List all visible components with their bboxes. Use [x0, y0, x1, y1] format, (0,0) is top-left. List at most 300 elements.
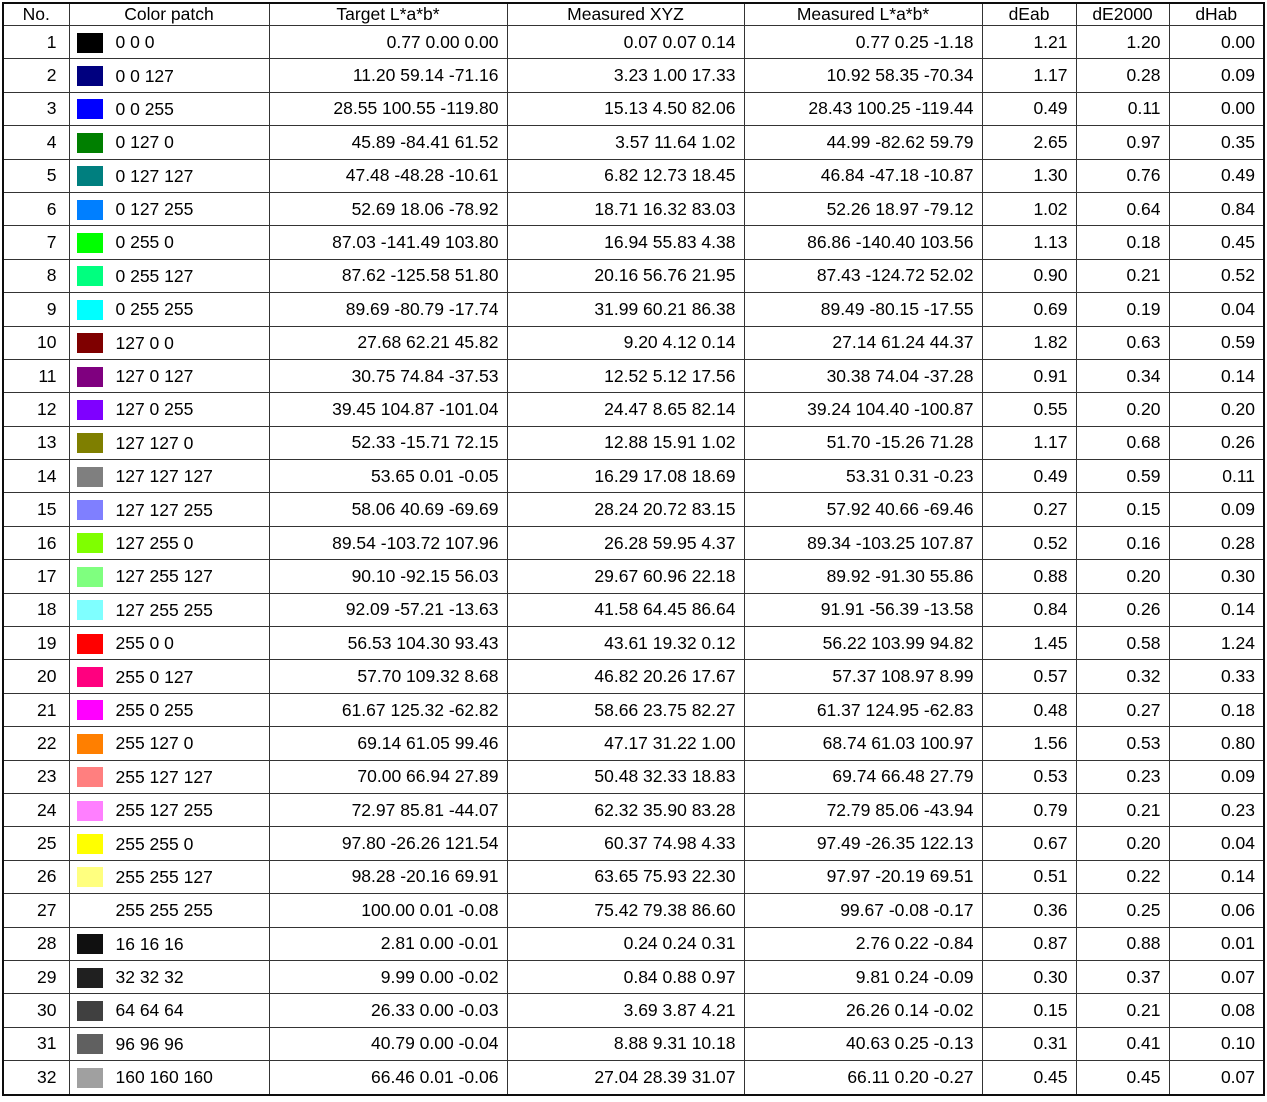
row-number-cell: 30: [3, 994, 69, 1027]
target-lab-cell: 89.69 -80.79 -17.74: [269, 293, 507, 326]
dhab-cell: 0.14: [1169, 359, 1264, 392]
color-patch-cell: [69, 560, 269, 593]
de2000-cell: 0.45: [1076, 1061, 1169, 1095]
measured-xyz-cell: 6.82 12.73 18.45: [507, 159, 744, 192]
color-patch-swatch: [77, 867, 103, 887]
rgb-value: 32 32 32: [115, 967, 184, 988]
color-patch-swatch: [77, 66, 103, 86]
dhab-cell: 0.14: [1169, 860, 1264, 893]
measured-xyz-cell: 24.47 8.65 82.14: [507, 393, 744, 426]
de2000-cell: 1.20: [1076, 26, 1169, 59]
dhab-cell: 0.09: [1169, 760, 1264, 793]
measured-xyz-cell: 3.69 3.87 4.21: [507, 994, 744, 1027]
deab-cell: 0.67: [982, 827, 1076, 860]
color-patch-cell: [69, 894, 269, 927]
row-number-cell: 15: [3, 493, 69, 526]
dhab-cell: 0.52: [1169, 259, 1264, 292]
table-row: [3, 293, 1264, 326]
deab-cell: 0.90: [982, 259, 1076, 292]
color-patch-cell: [69, 994, 269, 1027]
rgb-value: 127 255 255: [115, 599, 213, 620]
color-patch-cell: [69, 593, 269, 626]
color-patch-swatch: [77, 1068, 103, 1088]
target-lab-cell: 30.75 74.84 -37.53: [269, 359, 507, 392]
color-patch-swatch: [77, 734, 103, 754]
col-header-no: No.: [3, 3, 69, 26]
row-number-cell: 24: [3, 793, 69, 826]
dhab-cell: 0.80: [1169, 727, 1264, 760]
color-patch-swatch: [77, 433, 103, 453]
measured-lab-cell: 89.49 -80.15 -17.55: [744, 293, 982, 326]
color-patch-cell: [69, 59, 269, 92]
deab-cell: 2.65: [982, 126, 1076, 159]
deab-cell: 0.53: [982, 760, 1076, 793]
color-patch-cell: [69, 226, 269, 259]
table-row: [3, 192, 1264, 225]
measured-lab-cell: 28.43 100.25 -119.44: [744, 92, 982, 125]
de2000-cell: 0.58: [1076, 627, 1169, 660]
rgb-value: 160 160 160: [115, 1067, 213, 1088]
measured-lab-cell: 52.26 18.97 -79.12: [744, 192, 982, 225]
measured-xyz-cell: 16.29 17.08 18.69: [507, 460, 744, 493]
rgb-value: 255 127 255: [115, 800, 213, 821]
dhab-cell: 0.45: [1169, 226, 1264, 259]
color-measurement-table: [2, 2, 1265, 1096]
rgb-value: 64 64 64: [115, 1000, 184, 1021]
table-row: [3, 1061, 1264, 1095]
measured-xyz-cell: 27.04 28.39 31.07: [507, 1061, 744, 1095]
dhab-cell: 0.59: [1169, 326, 1264, 359]
color-patch-swatch: [77, 333, 103, 353]
measured-lab-cell: 57.92 40.66 -69.46: [744, 493, 982, 526]
row-number-cell: 22: [3, 727, 69, 760]
color-patch-swatch: [77, 233, 103, 253]
dhab-cell: 0.11: [1169, 460, 1264, 493]
color-patch-swatch: [77, 801, 103, 821]
table-row: [3, 359, 1264, 392]
target-lab-cell: 87.03 -141.49 103.80: [269, 226, 507, 259]
row-number-cell: 27: [3, 894, 69, 927]
deab-cell: 0.15: [982, 994, 1076, 1027]
row-number-cell: 19: [3, 627, 69, 660]
color-patch-cell: [69, 526, 269, 559]
deab-cell: 0.31: [982, 1027, 1076, 1060]
rgb-value: 0 0 0: [115, 32, 155, 53]
deab-cell: 0.27: [982, 493, 1076, 526]
measured-lab-cell: 30.38 74.04 -37.28: [744, 359, 982, 392]
rgb-value: 127 0 127: [115, 366, 194, 387]
target-lab-cell: 92.09 -57.21 -13.63: [269, 593, 507, 626]
color-patch-swatch: [77, 33, 103, 53]
measured-xyz-cell: 26.28 59.95 4.37: [507, 526, 744, 559]
row-number-cell: 16: [3, 526, 69, 559]
color-patch-cell: [69, 426, 269, 459]
measured-lab-cell: 97.97 -20.19 69.51: [744, 860, 982, 893]
table-row: [3, 393, 1264, 426]
table-row: [3, 59, 1264, 92]
measured-lab-cell: 68.74 61.03 100.97: [744, 727, 982, 760]
target-lab-cell: 61.67 125.32 -62.82: [269, 693, 507, 726]
rgb-value: 127 127 0: [115, 432, 194, 453]
dhab-cell: 0.09: [1169, 493, 1264, 526]
de2000-cell: 0.34: [1076, 359, 1169, 392]
table-row: [3, 326, 1264, 359]
measured-xyz-cell: 20.16 56.76 21.95: [507, 259, 744, 292]
rgb-value: 127 127 127: [115, 466, 213, 487]
dhab-cell: 0.09: [1169, 59, 1264, 92]
de2000-cell: 0.88: [1076, 927, 1169, 960]
deab-cell: 0.84: [982, 593, 1076, 626]
dhab-cell: 0.49: [1169, 159, 1264, 192]
deab-cell: 0.49: [982, 92, 1076, 125]
deab-cell: 0.87: [982, 927, 1076, 960]
measured-xyz-cell: 41.58 64.45 86.64: [507, 593, 744, 626]
color-patch-swatch: [77, 500, 103, 520]
measured-xyz-cell: 62.32 35.90 83.28: [507, 793, 744, 826]
row-number-cell: 8: [3, 259, 69, 292]
measured-lab-cell: 2.76 0.22 -0.84: [744, 927, 982, 960]
row-number-cell: 5: [3, 159, 69, 192]
row-number-cell: 4: [3, 126, 69, 159]
table-row: [3, 894, 1264, 927]
de2000-cell: 0.21: [1076, 994, 1169, 1027]
measured-xyz-cell: 18.71 16.32 83.03: [507, 192, 744, 225]
measured-xyz-cell: 63.65 75.93 22.30: [507, 860, 744, 893]
table-row: [3, 159, 1264, 192]
table-row: [3, 793, 1264, 826]
measured-lab-cell: 44.99 -82.62 59.79: [744, 126, 982, 159]
target-lab-cell: 100.00 0.01 -0.08: [269, 894, 507, 927]
deab-cell: 1.17: [982, 426, 1076, 459]
deab-cell: 0.52: [982, 526, 1076, 559]
measured-lab-cell: 56.22 103.99 94.82: [744, 627, 982, 660]
color-patch-cell: [69, 26, 269, 59]
col-header-dhab: dHab: [1169, 3, 1264, 26]
color-patch-cell: [69, 760, 269, 793]
rgb-value: 127 0 255: [115, 399, 194, 420]
measured-lab-cell: 53.31 0.31 -0.23: [744, 460, 982, 493]
de2000-cell: 0.68: [1076, 426, 1169, 459]
measured-lab-cell: 0.77 0.25 -1.18: [744, 26, 982, 59]
col-header-deab: dEab: [982, 3, 1076, 26]
rgb-value: 255 0 0: [115, 633, 174, 654]
table-row: [3, 760, 1264, 793]
measured-lab-cell: 99.67 -0.08 -0.17: [744, 894, 982, 927]
col-header-measured-xyz: Measured XYZ: [507, 3, 744, 26]
color-patch-cell: [69, 293, 269, 326]
row-number-cell: 20: [3, 660, 69, 693]
color-patch-swatch: [77, 1001, 103, 1021]
de2000-cell: 0.23: [1076, 760, 1169, 793]
target-lab-cell: 70.00 66.94 27.89: [269, 760, 507, 793]
color-patch-swatch: [77, 166, 103, 186]
de2000-cell: 0.32: [1076, 660, 1169, 693]
color-patch-cell: [69, 1027, 269, 1060]
target-lab-cell: 9.99 0.00 -0.02: [269, 960, 507, 993]
target-lab-cell: 72.97 85.81 -44.07: [269, 793, 507, 826]
header-row: [3, 3, 1264, 26]
de2000-cell: 0.25: [1076, 894, 1169, 927]
dhab-cell: 0.18: [1169, 693, 1264, 726]
row-number-cell: 18: [3, 593, 69, 626]
deab-cell: 1.30: [982, 159, 1076, 192]
target-lab-cell: 53.65 0.01 -0.05: [269, 460, 507, 493]
target-lab-cell: 90.10 -92.15 56.03: [269, 560, 507, 593]
target-lab-cell: 97.80 -26.26 121.54: [269, 827, 507, 860]
de2000-cell: 0.53: [1076, 727, 1169, 760]
dhab-cell: 0.14: [1169, 593, 1264, 626]
measured-lab-cell: 87.43 -124.72 52.02: [744, 259, 982, 292]
color-patch-cell: [69, 259, 269, 292]
table-row: [3, 593, 1264, 626]
deab-cell: 0.48: [982, 693, 1076, 726]
measured-lab-cell: 10.92 58.35 -70.34: [744, 59, 982, 92]
deab-cell: 0.36: [982, 894, 1076, 927]
measured-xyz-cell: 75.42 79.38 86.60: [507, 894, 744, 927]
de2000-cell: 0.41: [1076, 1027, 1169, 1060]
deab-cell: 0.51: [982, 860, 1076, 893]
measured-xyz-cell: 12.52 5.12 17.56: [507, 359, 744, 392]
dhab-cell: 0.00: [1169, 92, 1264, 125]
col-header-color-patch: Color patch: [69, 3, 269, 26]
measured-lab-cell: 72.79 85.06 -43.94: [744, 793, 982, 826]
table-row: [3, 1027, 1264, 1060]
color-patch-cell: [69, 326, 269, 359]
measured-xyz-cell: 31.99 60.21 86.38: [507, 293, 744, 326]
color-patch-cell: [69, 460, 269, 493]
deab-cell: 1.17: [982, 59, 1076, 92]
deab-cell: 1.02: [982, 192, 1076, 225]
color-patch-cell: [69, 192, 269, 225]
color-patch-swatch: [77, 367, 103, 387]
dhab-cell: 0.28: [1169, 526, 1264, 559]
table-row: [3, 560, 1264, 593]
deab-cell: 1.21: [982, 26, 1076, 59]
dhab-cell: 0.84: [1169, 192, 1264, 225]
dhab-cell: 0.20: [1169, 393, 1264, 426]
rgb-value: 0 0 255: [115, 98, 174, 119]
col-header-measured-lab: Measured L*a*b*: [744, 3, 982, 26]
color-patch-cell: [69, 1061, 269, 1095]
table-row: [3, 460, 1264, 493]
target-lab-cell: 98.28 -20.16 69.91: [269, 860, 507, 893]
table-row: [3, 693, 1264, 726]
color-patch-swatch: [77, 99, 103, 119]
de2000-cell: 0.16: [1076, 526, 1169, 559]
table-row: [3, 994, 1264, 1027]
deab-cell: 1.82: [982, 326, 1076, 359]
de2000-cell: 0.21: [1076, 793, 1169, 826]
dhab-cell: 0.35: [1169, 126, 1264, 159]
color-patch-swatch: [77, 400, 103, 420]
de2000-cell: 0.63: [1076, 326, 1169, 359]
deab-cell: 0.55: [982, 393, 1076, 426]
measured-lab-cell: 86.86 -140.40 103.56: [744, 226, 982, 259]
rgb-value: 127 0 0: [115, 332, 174, 353]
rgb-value: 255 127 127: [115, 766, 213, 787]
de2000-cell: 0.20: [1076, 560, 1169, 593]
measured-lab-cell: 69.74 66.48 27.79: [744, 760, 982, 793]
rgb-value: 127 255 0: [115, 532, 194, 553]
measured-xyz-cell: 0.84 0.88 0.97: [507, 960, 744, 993]
de2000-cell: 0.26: [1076, 593, 1169, 626]
target-lab-cell: 26.33 0.00 -0.03: [269, 994, 507, 1027]
measured-xyz-cell: 58.66 23.75 82.27: [507, 693, 744, 726]
measured-lab-cell: 9.81 0.24 -0.09: [744, 960, 982, 993]
measured-lab-cell: 61.37 124.95 -62.83: [744, 693, 982, 726]
color-patch-swatch: [77, 767, 103, 787]
rgb-value: 96 96 96: [115, 1033, 184, 1054]
dhab-cell: 0.23: [1169, 793, 1264, 826]
color-patch-cell: [69, 693, 269, 726]
dhab-cell: 0.07: [1169, 1061, 1264, 1095]
color-patch-swatch: [77, 901, 103, 921]
table-row: [3, 126, 1264, 159]
measured-xyz-cell: 47.17 31.22 1.00: [507, 727, 744, 760]
de2000-cell: 0.76: [1076, 159, 1169, 192]
dhab-cell: 0.30: [1169, 560, 1264, 593]
color-patch-cell: [69, 359, 269, 392]
target-lab-cell: 89.54 -103.72 107.96: [269, 526, 507, 559]
measured-lab-cell: 91.91 -56.39 -13.58: [744, 593, 982, 626]
color-patch-swatch: [77, 700, 103, 720]
dhab-cell: 0.10: [1169, 1027, 1264, 1060]
row-number-cell: 13: [3, 426, 69, 459]
col-header-target-lab: Target L*a*b*: [269, 3, 507, 26]
table-row: [3, 627, 1264, 660]
measured-xyz-cell: 3.57 11.64 1.02: [507, 126, 744, 159]
target-lab-cell: 52.33 -15.71 72.15: [269, 426, 507, 459]
measured-lab-cell: 46.84 -47.18 -10.87: [744, 159, 982, 192]
table-row: [3, 960, 1264, 993]
dhab-cell: 0.01: [1169, 927, 1264, 960]
target-lab-cell: 45.89 -84.41 61.52: [269, 126, 507, 159]
rgb-value: 127 255 127: [115, 566, 213, 587]
target-lab-cell: 40.79 0.00 -0.04: [269, 1027, 507, 1060]
row-number-cell: 10: [3, 326, 69, 359]
measured-xyz-cell: 8.88 9.31 10.18: [507, 1027, 744, 1060]
color-patch-swatch: [77, 634, 103, 654]
target-lab-cell: 58.06 40.69 -69.69: [269, 493, 507, 526]
measured-xyz-cell: 3.23 1.00 17.33: [507, 59, 744, 92]
target-lab-cell: 57.70 109.32 8.68: [269, 660, 507, 693]
row-number-cell: 21: [3, 693, 69, 726]
measured-xyz-cell: 12.88 15.91 1.02: [507, 426, 744, 459]
measured-lab-cell: 51.70 -15.26 71.28: [744, 426, 982, 459]
de2000-cell: 0.18: [1076, 226, 1169, 259]
target-lab-cell: 0.77 0.00 0.00: [269, 26, 507, 59]
color-patch-cell: [69, 860, 269, 893]
de2000-cell: 0.20: [1076, 827, 1169, 860]
rgb-value: 127 127 255: [115, 499, 213, 520]
target-lab-cell: 52.69 18.06 -78.92: [269, 192, 507, 225]
measured-xyz-cell: 9.20 4.12 0.14: [507, 326, 744, 359]
row-number-cell: 14: [3, 460, 69, 493]
de2000-cell: 0.21: [1076, 259, 1169, 292]
color-patch-swatch: [77, 200, 103, 220]
dhab-cell: 0.07: [1169, 960, 1264, 993]
deab-cell: 0.57: [982, 660, 1076, 693]
table-row: [3, 92, 1264, 125]
de2000-cell: 0.59: [1076, 460, 1169, 493]
de2000-cell: 0.27: [1076, 693, 1169, 726]
measured-xyz-cell: 60.37 74.98 4.33: [507, 827, 744, 860]
measured-xyz-cell: 15.13 4.50 82.06: [507, 92, 744, 125]
color-patch-swatch: [77, 467, 103, 487]
measured-lab-cell: 89.34 -103.25 107.87: [744, 526, 982, 559]
deab-cell: 0.45: [982, 1061, 1076, 1095]
measured-lab-cell: 40.63 0.25 -0.13: [744, 1027, 982, 1060]
color-patch-cell: [69, 627, 269, 660]
color-patch-cell: [69, 793, 269, 826]
deab-cell: 0.69: [982, 293, 1076, 326]
table-row: [3, 493, 1264, 526]
deab-cell: 0.88: [982, 560, 1076, 593]
rgb-value: 255 0 127: [115, 666, 194, 687]
deab-cell: 0.91: [982, 359, 1076, 392]
rgb-value: 255 0 255: [115, 699, 194, 720]
rgb-value: 0 255 255: [115, 299, 194, 320]
deab-cell: 0.49: [982, 460, 1076, 493]
de2000-cell: 0.97: [1076, 126, 1169, 159]
dhab-cell: 0.04: [1169, 827, 1264, 860]
target-lab-cell: 69.14 61.05 99.46: [269, 727, 507, 760]
rgb-value: 0 255 127: [115, 265, 194, 286]
table-row: [3, 26, 1264, 59]
deab-cell: 1.45: [982, 627, 1076, 660]
measured-lab-cell: 39.24 104.40 -100.87: [744, 393, 982, 426]
table-row: [3, 526, 1264, 559]
target-lab-cell: 28.55 100.55 -119.80: [269, 92, 507, 125]
color-patch-cell: [69, 827, 269, 860]
rgb-value: 0 127 255: [115, 199, 194, 220]
deab-cell: 0.30: [982, 960, 1076, 993]
row-number-cell: 7: [3, 226, 69, 259]
target-lab-cell: 66.46 0.01 -0.06: [269, 1061, 507, 1095]
row-number-cell: 17: [3, 560, 69, 593]
de2000-cell: 0.11: [1076, 92, 1169, 125]
dhab-cell: 0.04: [1169, 293, 1264, 326]
measured-xyz-cell: 0.24 0.24 0.31: [507, 927, 744, 960]
dhab-cell: 0.26: [1169, 426, 1264, 459]
rgb-value: 255 255 0: [115, 833, 194, 854]
row-number-cell: 3: [3, 92, 69, 125]
deab-cell: 0.79: [982, 793, 1076, 826]
color-patch-cell: [69, 727, 269, 760]
col-header-de2000: dE2000: [1076, 3, 1169, 26]
target-lab-cell: 39.45 104.87 -101.04: [269, 393, 507, 426]
color-patch-swatch: [77, 533, 103, 553]
rgb-value: 16 16 16: [115, 933, 184, 954]
measured-xyz-cell: 29.67 60.96 22.18: [507, 560, 744, 593]
measured-lab-cell: 97.49 -26.35 122.13: [744, 827, 982, 860]
table-row: [3, 860, 1264, 893]
deab-cell: 1.13: [982, 226, 1076, 259]
row-number-cell: 31: [3, 1027, 69, 1060]
table-row: [3, 226, 1264, 259]
measured-lab-cell: 57.37 108.97 8.99: [744, 660, 982, 693]
color-patch-cell: [69, 493, 269, 526]
color-patch-swatch: [77, 934, 103, 954]
row-number-cell: 11: [3, 359, 69, 392]
color-patch-swatch: [77, 266, 103, 286]
color-patch-cell: [69, 126, 269, 159]
color-patch-swatch: [77, 133, 103, 153]
color-patch-cell: [69, 927, 269, 960]
measured-xyz-cell: 46.82 20.26 17.67: [507, 660, 744, 693]
deab-cell: 1.56: [982, 727, 1076, 760]
row-number-cell: 23: [3, 760, 69, 793]
